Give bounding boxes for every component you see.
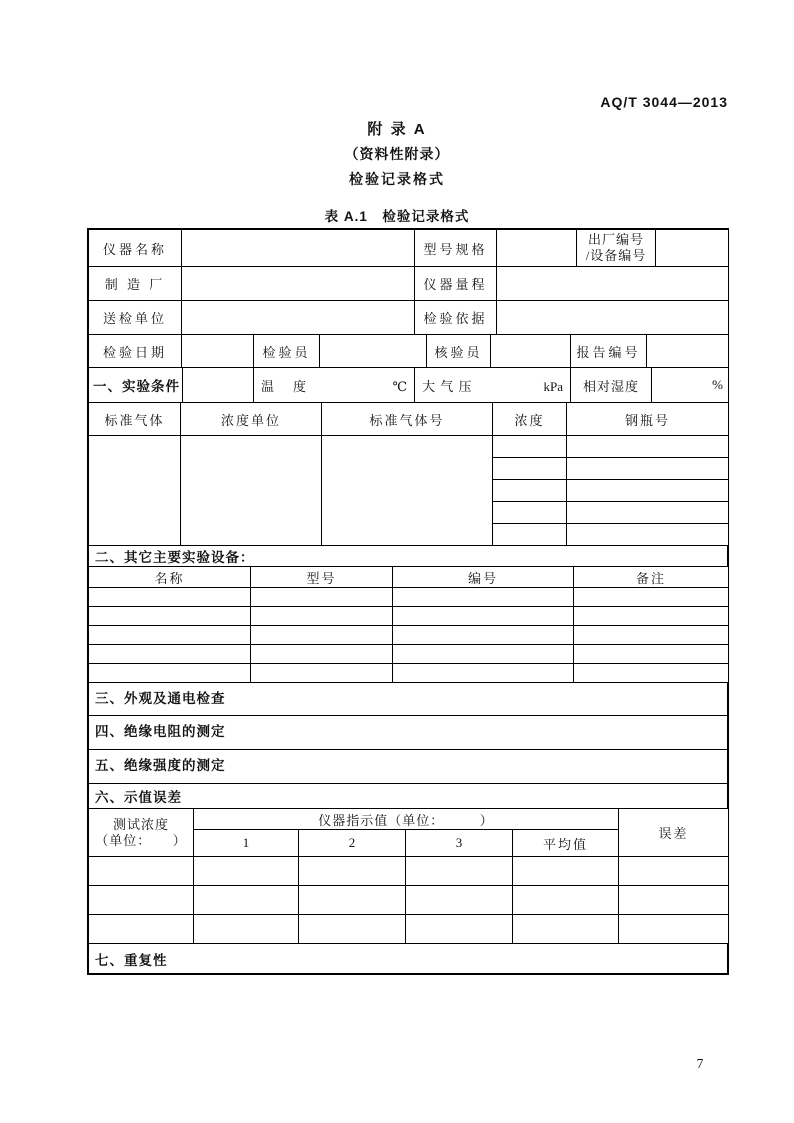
section7-title-table bbox=[88, 943, 728, 974]
table-row bbox=[89, 546, 728, 567]
equipment-name-cell bbox=[89, 645, 251, 664]
model-spec-label: 型号规格 bbox=[415, 230, 497, 267]
test-conc-cell bbox=[89, 857, 194, 886]
section1-title: 一、实验条件 bbox=[89, 368, 183, 403]
temperature-cell bbox=[254, 368, 415, 403]
standard-number: AQ/T 3044—2013 bbox=[600, 94, 728, 110]
test-conc-header bbox=[89, 809, 194, 857]
reading2-cell bbox=[299, 915, 406, 944]
average-header: 平均值 bbox=[513, 830, 619, 857]
report-no-value-cell bbox=[647, 335, 729, 368]
section2-title: 二、其它主要实验设备： bbox=[89, 546, 728, 567]
reading2-cell bbox=[299, 886, 406, 915]
equipment-name-cell bbox=[89, 588, 251, 607]
equipment-number-cell bbox=[393, 645, 574, 664]
average-cell bbox=[513, 886, 619, 915]
factory-no-label-line1: 出厂编号 bbox=[587, 232, 644, 247]
table-row bbox=[89, 716, 728, 750]
table-caption: 表 A.1 检验记录格式 bbox=[324, 209, 470, 224]
submitting-unit-label: 送检单位 bbox=[89, 301, 182, 335]
equipment-name-cell bbox=[89, 626, 251, 645]
instrument-range-label: 仪器量程 bbox=[415, 267, 497, 301]
equipment-row bbox=[89, 626, 729, 645]
factory-no-value-cell bbox=[656, 230, 729, 267]
equipment-number-cell bbox=[393, 588, 574, 607]
equipment-remark-header: 备注 bbox=[574, 567, 729, 588]
pressure-unit: kPa bbox=[543, 378, 563, 394]
temperature-label: 温 度 bbox=[261, 378, 310, 394]
reading2-cell bbox=[299, 857, 406, 886]
error-data-row bbox=[89, 886, 729, 915]
equipment-remark-cell bbox=[574, 626, 729, 645]
cylinder-no-value-cell bbox=[567, 524, 729, 546]
gas-row bbox=[89, 436, 729, 458]
factory-no-label-line2: /设备编号 bbox=[585, 248, 647, 263]
error-data-row bbox=[89, 857, 729, 886]
info-table bbox=[88, 229, 729, 335]
equipment-name-cell bbox=[89, 664, 251, 683]
error-data-row bbox=[89, 915, 729, 944]
equipment-remark-cell bbox=[574, 607, 729, 626]
reading1-header: 1 bbox=[194, 830, 299, 857]
section7-title: 七、重复性 bbox=[89, 944, 728, 974]
inspection-date-value-cell bbox=[182, 335, 254, 368]
manufacturer-label: 制 造 厂 bbox=[89, 267, 182, 301]
model-spec-value-cell bbox=[497, 230, 577, 267]
error-header-row1 bbox=[89, 809, 729, 830]
test-conc-header-line2: （单位： ） bbox=[95, 832, 187, 848]
indication-error-table bbox=[88, 808, 729, 944]
appendix-type: （资料性附录） bbox=[344, 146, 450, 162]
table-row bbox=[89, 301, 729, 335]
equipment-row bbox=[89, 607, 729, 626]
instrument-range-value-cell bbox=[497, 267, 729, 301]
verifier-label: 核验员 bbox=[427, 335, 491, 368]
test-conc-cell bbox=[89, 886, 194, 915]
inspection-date-label: 检验日期 bbox=[89, 335, 182, 368]
temperature-unit: ℃ bbox=[392, 378, 407, 394]
instrument-name-label: 仪器名称 bbox=[89, 230, 182, 267]
humidity-label: 相对湿度 bbox=[571, 368, 652, 403]
manufacturer-value-cell bbox=[182, 267, 415, 301]
inspector-value-cell bbox=[320, 335, 427, 368]
equipment-row bbox=[89, 588, 729, 607]
equipment-model-header: 型号 bbox=[251, 567, 393, 588]
equipment-number-cell bbox=[393, 626, 574, 645]
section5-title: 五、绝缘强度的测定 bbox=[89, 750, 728, 784]
table-row bbox=[89, 267, 729, 301]
equipment-remark-cell bbox=[574, 588, 729, 607]
standard-gas-table bbox=[88, 402, 729, 546]
conc-value-cell bbox=[493, 524, 567, 546]
reading2-header: 2 bbox=[299, 830, 406, 857]
error-cell bbox=[619, 857, 729, 886]
reading3-header: 3 bbox=[406, 830, 513, 857]
humidity-unit-cell: % bbox=[652, 368, 729, 403]
gas-col-header: 标准气体 bbox=[89, 403, 181, 436]
gas-no-value-cell bbox=[322, 436, 493, 546]
pressure-cell bbox=[415, 368, 571, 403]
average-cell bbox=[513, 857, 619, 886]
reading1-cell bbox=[194, 915, 299, 944]
table-row bbox=[89, 368, 729, 403]
inspection-basis-label: 检验依据 bbox=[415, 301, 497, 335]
gas-header-row bbox=[89, 403, 729, 436]
inspection-record-form bbox=[87, 228, 729, 975]
test-conc-header-line1: 测试浓度 bbox=[112, 816, 169, 832]
section4-title: 四、绝缘电阻的测定 bbox=[89, 716, 728, 750]
conc-value-cell bbox=[493, 458, 567, 480]
equipment-model-cell bbox=[251, 664, 393, 683]
error-col-header: 误差 bbox=[619, 809, 729, 857]
appendix-title: 附 录 A bbox=[367, 121, 427, 138]
equipment-name-header: 名称 bbox=[89, 567, 251, 588]
equipment-model-cell bbox=[251, 607, 393, 626]
indication-header: 仪器指示值（单位： ） bbox=[194, 809, 619, 830]
equipment-number-cell bbox=[393, 664, 574, 683]
appendix-heading: 检验记录格式 bbox=[349, 171, 445, 187]
gas-no-col-header: 标准气体号 bbox=[322, 403, 493, 436]
equipment-remark-cell bbox=[574, 664, 729, 683]
cylinder-no-value-cell bbox=[567, 480, 729, 502]
error-cell bbox=[619, 886, 729, 915]
section3-title: 三、外观及通电检查 bbox=[89, 683, 728, 716]
inspection-basis-value-cell bbox=[497, 301, 729, 335]
equipment-row bbox=[89, 645, 729, 664]
sections-table bbox=[88, 682, 728, 809]
reading3-cell bbox=[406, 857, 513, 886]
submitting-unit-value-cell bbox=[182, 301, 415, 335]
equipment-row bbox=[89, 664, 729, 683]
table-row bbox=[89, 683, 728, 716]
reading1-cell bbox=[194, 886, 299, 915]
conditions-table bbox=[88, 367, 729, 403]
page-number: 7 bbox=[696, 1056, 704, 1071]
equipment-remark-cell bbox=[574, 645, 729, 664]
report-no-label: 报告编号 bbox=[571, 335, 647, 368]
table-row bbox=[89, 335, 729, 368]
equipment-table bbox=[88, 566, 729, 683]
reading3-cell bbox=[406, 886, 513, 915]
table-row bbox=[89, 750, 728, 784]
table-row bbox=[89, 230, 729, 267]
equipment-number-cell bbox=[393, 607, 574, 626]
section2-title-table bbox=[88, 545, 728, 567]
table-row bbox=[89, 944, 728, 974]
gas-value-cell bbox=[89, 436, 181, 546]
conc-value-cell bbox=[493, 436, 567, 458]
instrument-name-value-cell bbox=[182, 230, 415, 267]
personnel-table bbox=[88, 334, 729, 368]
verifier-value-cell bbox=[491, 335, 571, 368]
cylinder-no-value-cell bbox=[567, 458, 729, 480]
inspector-label: 检验员 bbox=[254, 335, 320, 368]
average-cell bbox=[513, 915, 619, 944]
table-row bbox=[89, 784, 728, 809]
equipment-model-cell bbox=[251, 626, 393, 645]
cylinder-no-col-header: 钢瓶号 bbox=[567, 403, 729, 436]
conc-value-cell bbox=[493, 480, 567, 502]
test-conc-cell bbox=[89, 915, 194, 944]
conc-col-header: 浓度 bbox=[493, 403, 567, 436]
equipment-name-cell bbox=[89, 607, 251, 626]
conc-unit-col-header: 浓度单位 bbox=[181, 403, 322, 436]
reading3-cell bbox=[406, 915, 513, 944]
reading1-cell bbox=[194, 857, 299, 886]
section6-title: 六、示值误差 bbox=[89, 784, 728, 809]
cylinder-no-value-cell bbox=[567, 436, 729, 458]
section1-blank-cell bbox=[183, 368, 254, 403]
equipment-number-header: 编号 bbox=[393, 567, 574, 588]
conc-value-cell bbox=[493, 502, 567, 524]
pressure-label: 大 气 压 bbox=[422, 378, 473, 394]
conc-unit-value-cell bbox=[181, 436, 322, 546]
equipment-model-cell bbox=[251, 645, 393, 664]
factory-no-label bbox=[577, 230, 656, 267]
error-cell bbox=[619, 915, 729, 944]
cylinder-no-value-cell bbox=[567, 502, 729, 524]
equipment-model-cell bbox=[251, 588, 393, 607]
equipment-header-row bbox=[89, 567, 729, 588]
